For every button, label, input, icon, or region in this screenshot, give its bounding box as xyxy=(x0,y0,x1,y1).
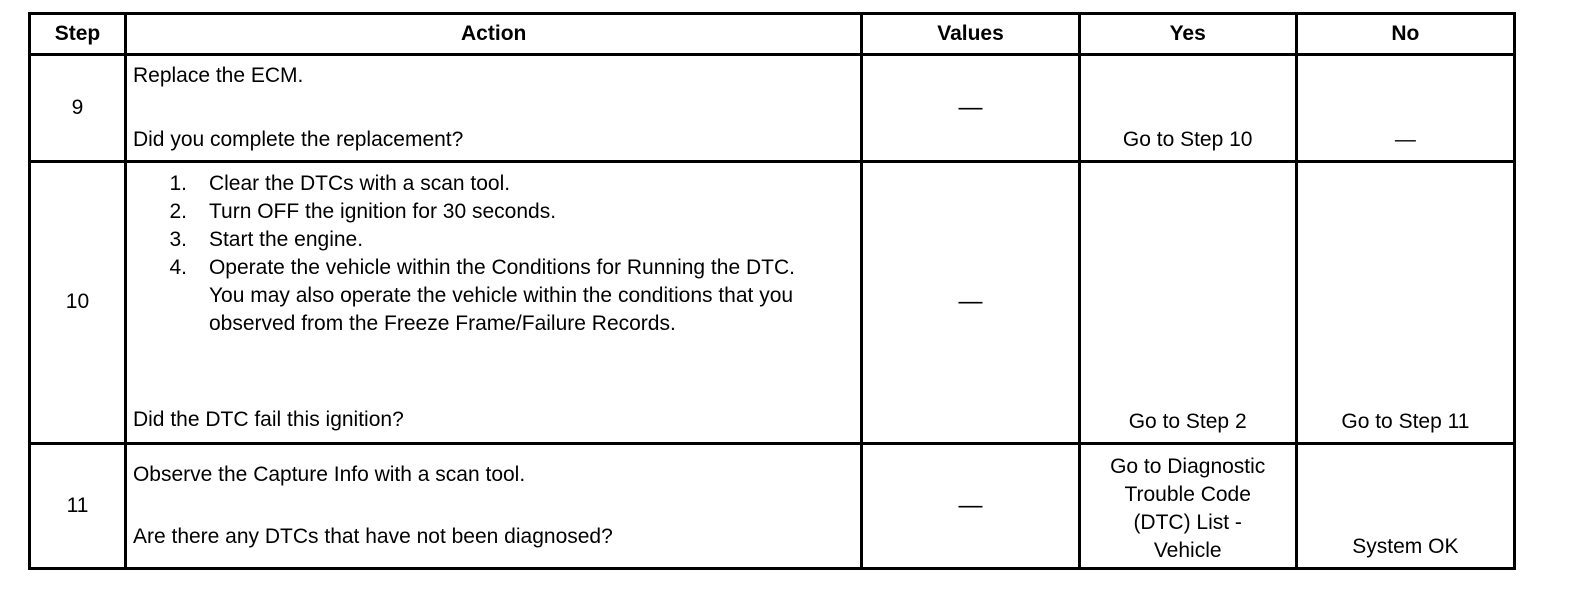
action-instruction: Observe the Capture Info with a scan tool. xyxy=(132,463,526,486)
header-step: Step xyxy=(30,14,126,55)
list-item-text: Start the engine. xyxy=(208,228,364,252)
no-cell: — xyxy=(1296,55,1514,162)
yes-line: Vehicle xyxy=(1153,539,1222,562)
values-cell: — xyxy=(862,55,1079,162)
values-cell: — xyxy=(862,161,1079,443)
list-item-text: Operate the vehicle within the Conditions for Running the DTC. You may also operate the vehicle within the conditions that you observed from the Freeze Frame/Failure Records. xyxy=(208,256,795,336)
procedure-list xyxy=(133,170,854,338)
list-item-number: 4. xyxy=(169,256,187,280)
no-cell: System OK xyxy=(1296,444,1514,569)
values-cell: — xyxy=(862,444,1079,569)
yes-line: (DTC) List - xyxy=(1133,511,1242,534)
action-question: Did the DTC fail this ignition? xyxy=(132,408,404,432)
list-item-number: 2. xyxy=(169,200,187,224)
header-row xyxy=(30,14,1515,55)
header-action: Action xyxy=(125,14,861,55)
yes-line: Go to Diagnostic xyxy=(1110,455,1266,478)
list-item-text: Clear the DTCs with a scan tool. xyxy=(208,172,511,196)
list-item-text: Turn OFF the ignition for 30 seconds. xyxy=(208,200,557,224)
step-number: 9 xyxy=(30,55,126,162)
yes-line: Trouble Code xyxy=(1124,483,1251,506)
header-no: No xyxy=(1296,14,1514,55)
table-row xyxy=(30,161,1515,443)
list-item xyxy=(133,198,854,226)
table-row xyxy=(30,55,1515,162)
list-item xyxy=(133,254,854,338)
no-cell: Go to Step 11 xyxy=(1296,161,1514,443)
action-instruction: Replace the ECM. xyxy=(132,63,304,87)
table-row xyxy=(30,444,1515,569)
header-values: Values xyxy=(862,14,1079,55)
yes-cell xyxy=(1079,444,1296,569)
list-item xyxy=(133,226,854,254)
yes-cell: Go to Step 2 xyxy=(1079,161,1296,443)
yes-cell: Go to Step 10 xyxy=(1079,55,1296,162)
action-cell xyxy=(125,161,861,443)
list-item-number: 1. xyxy=(169,172,187,196)
step-number: 11 xyxy=(30,444,126,569)
step-number: 10 xyxy=(30,161,126,443)
diagnostic-table xyxy=(28,12,1516,570)
header-yes: Yes xyxy=(1079,14,1296,55)
action-cell xyxy=(125,55,861,162)
action-question: Did you complete the replacement? xyxy=(132,127,464,151)
action-question: Are there any DTCs that have not been diagnosed? xyxy=(132,525,613,548)
action-cell xyxy=(125,444,861,569)
list-item xyxy=(133,170,854,198)
list-item-number: 3. xyxy=(169,228,187,252)
